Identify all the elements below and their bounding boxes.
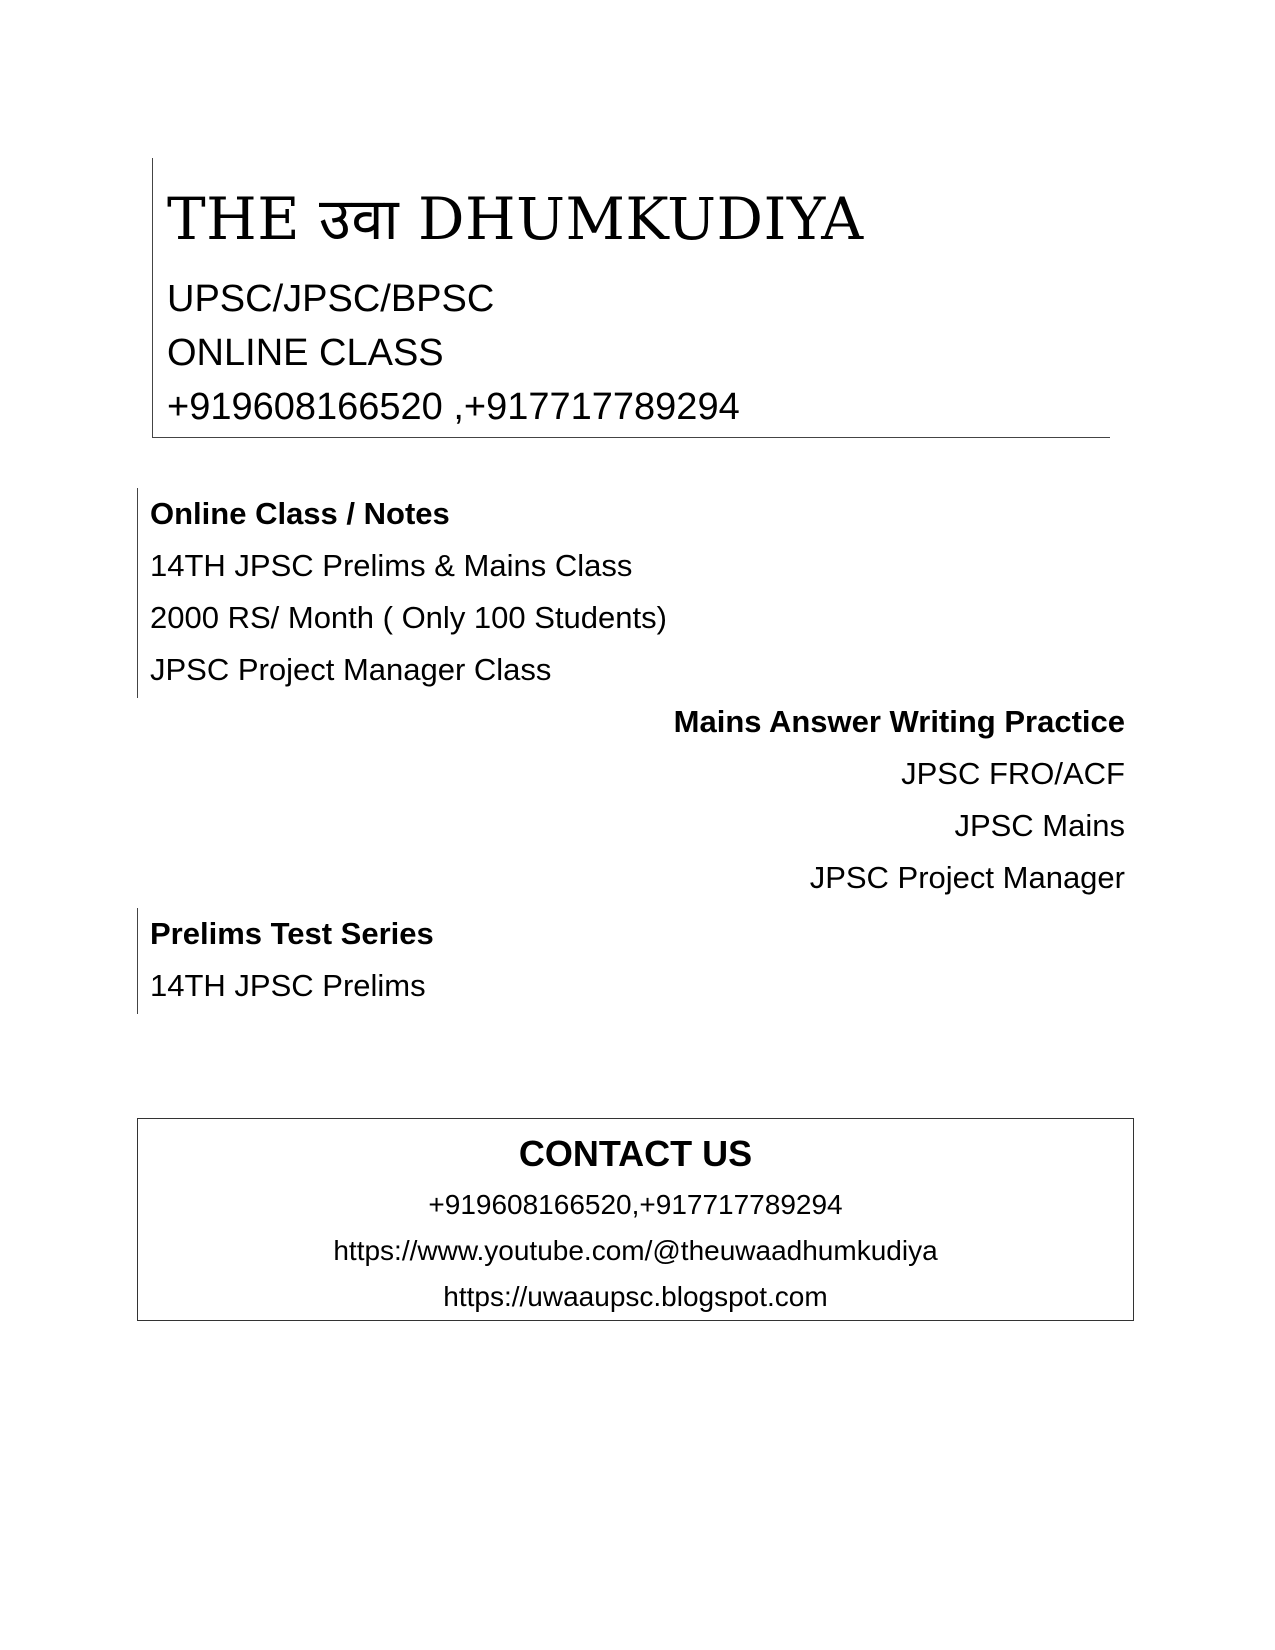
prelims-section xyxy=(137,908,434,1014)
contact-phones: +919608166520,+917717789294 xyxy=(428,1189,843,1220)
prelims-title: Prelims Test Series xyxy=(150,916,434,951)
list-item: JPSC Project Manager xyxy=(809,860,1125,895)
online-class-section xyxy=(137,488,667,698)
blog-link[interactable]: https://uwaaupsc.blogspot.com xyxy=(443,1281,828,1312)
online-class-label: ONLINE CLASS xyxy=(167,332,444,374)
list-item: 14TH JPSC Prelims & Mains Class xyxy=(150,548,633,583)
list-item: 2000 RS/ Month ( Only 100 Students) xyxy=(150,600,667,635)
contact-box xyxy=(137,1118,1134,1321)
header-block xyxy=(152,158,1110,438)
list-item: JPSC Mains xyxy=(954,808,1125,843)
list-item: 14TH JPSC Prelims xyxy=(150,968,426,1003)
exam-list: UPSC/JPSC/BPSC xyxy=(167,278,495,320)
brand-title: THE उवा DHUMKUDIYA xyxy=(167,185,864,253)
youtube-link[interactable]: https://www.youtube.com/@theuwaadhumkudiya xyxy=(333,1235,938,1266)
online-class-title: Online Class / Notes xyxy=(150,496,450,531)
mains-practice-title: Mains Answer Writing Practice xyxy=(673,704,1125,739)
list-item: JPSC FRO/ACF xyxy=(901,756,1125,791)
contact-title: CONTACT US xyxy=(518,1133,753,1174)
mains-practice-section xyxy=(674,696,1125,904)
list-item: JPSC Project Manager Class xyxy=(150,652,552,687)
header-phone-numbers: +919608166520 ,+917717789294 xyxy=(167,386,740,428)
